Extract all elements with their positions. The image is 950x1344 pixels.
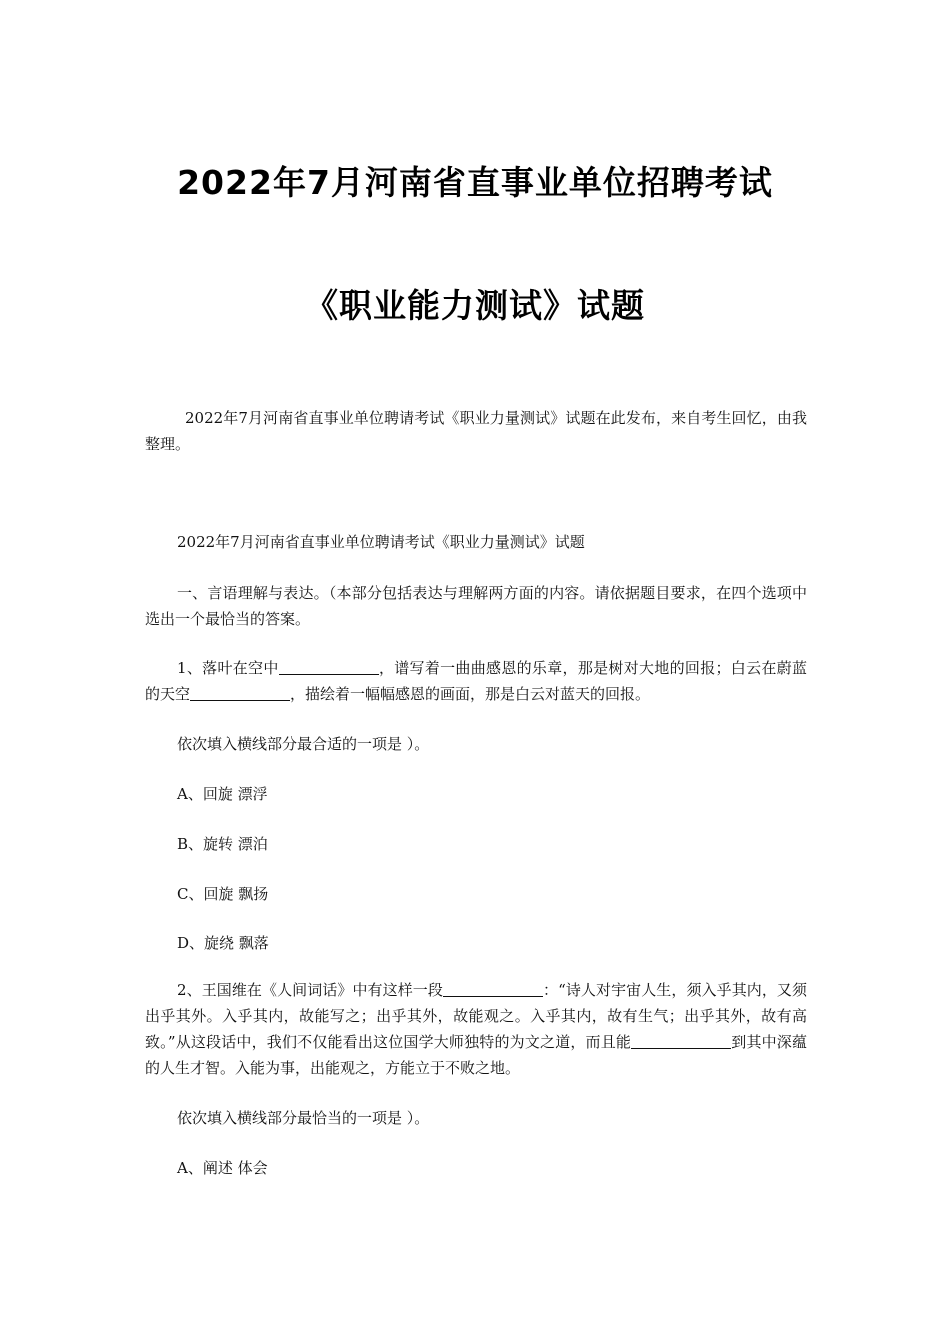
question-1-option-d: D、旋绕 飘落: [177, 934, 269, 952]
question-1-option-c: C、回旋 飘扬: [177, 885, 269, 903]
question-2: [145, 977, 807, 1081]
answer-blank: [631, 1032, 731, 1049]
answer-blank: [279, 658, 379, 675]
intro-paragraph: 2022年7月河南省直事业单位聘请考试《职业力量测试》试题在此发布，来自考生回忆，由我整理。: [145, 409, 807, 453]
question-1-text-c: ，描绘着一幅幅感恩的画面，那是白云对蓝天的回报。: [290, 685, 651, 703]
question-1-option-b: B、旋转 漂泊: [177, 835, 268, 853]
question-2-instruction: 依次填入横线部分最恰当的一项是 ）。: [177, 1109, 430, 1127]
answer-blank: [190, 684, 290, 701]
question-1-text-b: ，谱写着一曲曲感恩的乐章，那是树对大地的回报；白云在蔚蓝的天空: [145, 659, 807, 703]
answer-blank: [443, 980, 543, 997]
question-1: [145, 655, 807, 707]
question-2-text-a: 2、王国维在《人间词话》中有这样一段: [177, 981, 443, 999]
question-2-text-b: ：“诗人对宇宙人生，须入乎其内，又须出乎其外。入乎其内，故能写之；出乎其外，故能观之。入乎其内，故有生气；出乎其外，故有高致。”从这段话中，我们不仅能看出这位国学大师独特的为文之道，而且能: [145, 981, 807, 1051]
question-1-instruction: 依次填入横线部分最合适的一项是 ）。: [177, 735, 430, 753]
question-2-option-a: A、阐述 体会: [177, 1159, 268, 1177]
question-2-text-c: 到其中深蕴的人生才智。入能为事，出能观之，方能立于不败之地。: [145, 1033, 807, 1077]
question-1-option-a: A、回旋 漂浮: [177, 785, 268, 803]
section-1-heading: 一、言语理解与表达。（本部分包括表达与理解两方面的内容。请依据题目要求，在四个选项中选出一个最恰当的答案。: [145, 584, 807, 628]
document-title-line-1: 2022年7月河南省直事业单位招聘考试: [177, 163, 773, 202]
document-title-line-2: 《职业能力测试》试题: [305, 286, 645, 325]
exam-subtitle: 2022年7月河南省直事业单位聘请考试《职业力量测试》试题: [177, 533, 585, 551]
question-1-text-a: 1、落叶在空中: [177, 659, 279, 677]
